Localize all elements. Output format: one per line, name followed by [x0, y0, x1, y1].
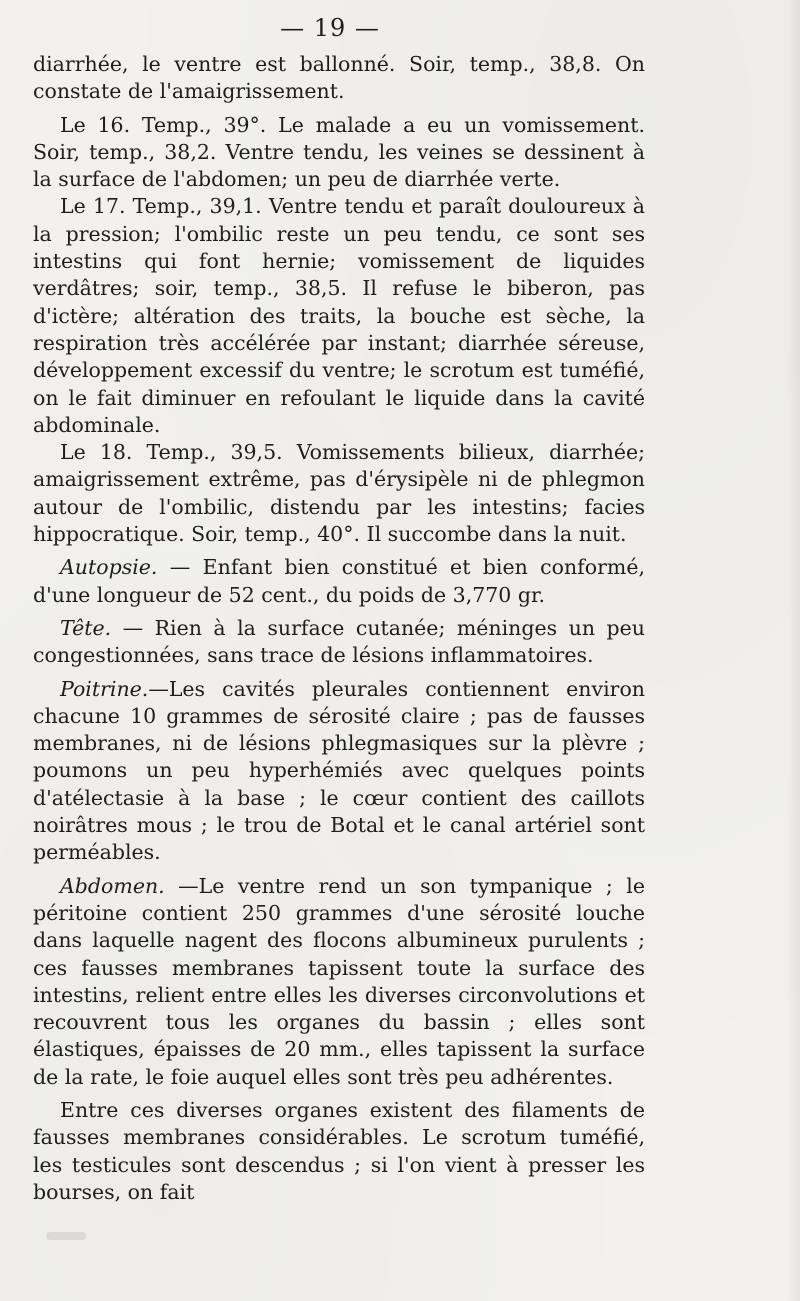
section-heading-autopsie: Autopsie.	[60, 555, 158, 580]
page-edge-shadow	[786, 0, 800, 1301]
paragraph-autopsie	[33, 554, 645, 609]
paragraph-filaments	[33, 1097, 645, 1206]
paragraph-continuation	[33, 51, 645, 106]
paragraph-text: Le 17. Temp., 39,1. Ventre tendu et paraît douloureux à la pression; l'ombilic reste un peu tendu, ce sont ses intestins qui font hernie; vomissement de liquides verdâtres; soir, temp., 38,5. Il refuse le biberon, pas d'ictère; altération des traits, la bouche est sèche, la respiration très accélérée par instant; diarrhée séreuse, développement excessif du ventre; le scrotum est tuméfié, on le fait diminuer en refoulant le liquide dans la cavité abdominale.	[33, 194, 645, 437]
paragraph-day-18	[33, 439, 645, 548]
section-heading-abdomen: Abdomen.	[60, 873, 165, 898]
body-text	[33, 51, 645, 1206]
paragraph-poitrine	[33, 676, 645, 867]
paragraph-text: — Enfant bien constitué et bien conformé, d'une longueur de 52 cent., du poids de 3,770 gr.	[33, 555, 645, 607]
paragraph-text: Le 18. Temp., 39,5. Vomissements bilieux, diarrhée; amaigrissement extrême, pas d'érysipèle ni de phlegmon autour de l'ombilic, distendu par les intestins; facies hippocratique. Soir, temp., 40°. Il succombe dans la nuit.	[33, 440, 645, 547]
paragraph-text: diarrhée, le ventre est ballonné. Soir, temp., 38,8. On constate de l'amaigrissement.	[33, 52, 645, 104]
paragraph-abdomen	[33, 873, 645, 1091]
paragraph-text: —Les cavités pleurales contiennent environ chacune 10 grammes de sérosité claire ; pas de fausses membranes, ni de lésions phlegmasiques sur la plèvre ; poumons un peu hyperhémiés avec quelques points d'atélectasie à la base ; le cœur contient des caillots noirâtres mous ; le trou de Botal et le canal artériel sont perméables.	[33, 676, 645, 865]
paragraph-text: — Rien à la surface cutanée; méninges un peu congestionnées, sans trace de lésions inflammatoires.	[33, 615, 645, 668]
paragraph-text: Entre ces diverses organes existent des filaments de fausses membranes considérables. Le scrotum tuméfié, les testicules sont descendus ; si l'on vient à presser les bourses, on fait	[33, 1097, 645, 1204]
section-heading-poitrine: Poitrine.	[60, 676, 149, 701]
paragraph-text: —Le ventre rend un son tympanique ; le péritoine contient 250 grammes d'une sérosité louche dans laquelle nagent des flocons albumineux purulents ; ces fausses membranes tapissent toute la surface des intestins, relient entre elles les diverses circonvolutions et recouvrent tous les organes du bassin ; elles sont élastiques, épaisses de 20 mm., elles tapissent la surface de la rate, le foie auquel elles sont très peu adhérentes.	[33, 873, 645, 1089]
page-number: — 19 —	[280, 14, 380, 42]
paragraph-day-17	[33, 193, 645, 439]
ink-smudge	[46, 1232, 86, 1240]
paragraph-tete	[33, 615, 645, 670]
section-heading-tete: Tête.	[60, 615, 112, 640]
paragraph-text: Le 16. Temp., 39°. Le malade a eu un vomissement. Soir, temp., 38,2. Ventre tendu, les veines se dessinent à la surface de l'abdomen; un peu de diarrhée verte.	[33, 112, 645, 192]
paragraph-day-16	[33, 112, 645, 194]
